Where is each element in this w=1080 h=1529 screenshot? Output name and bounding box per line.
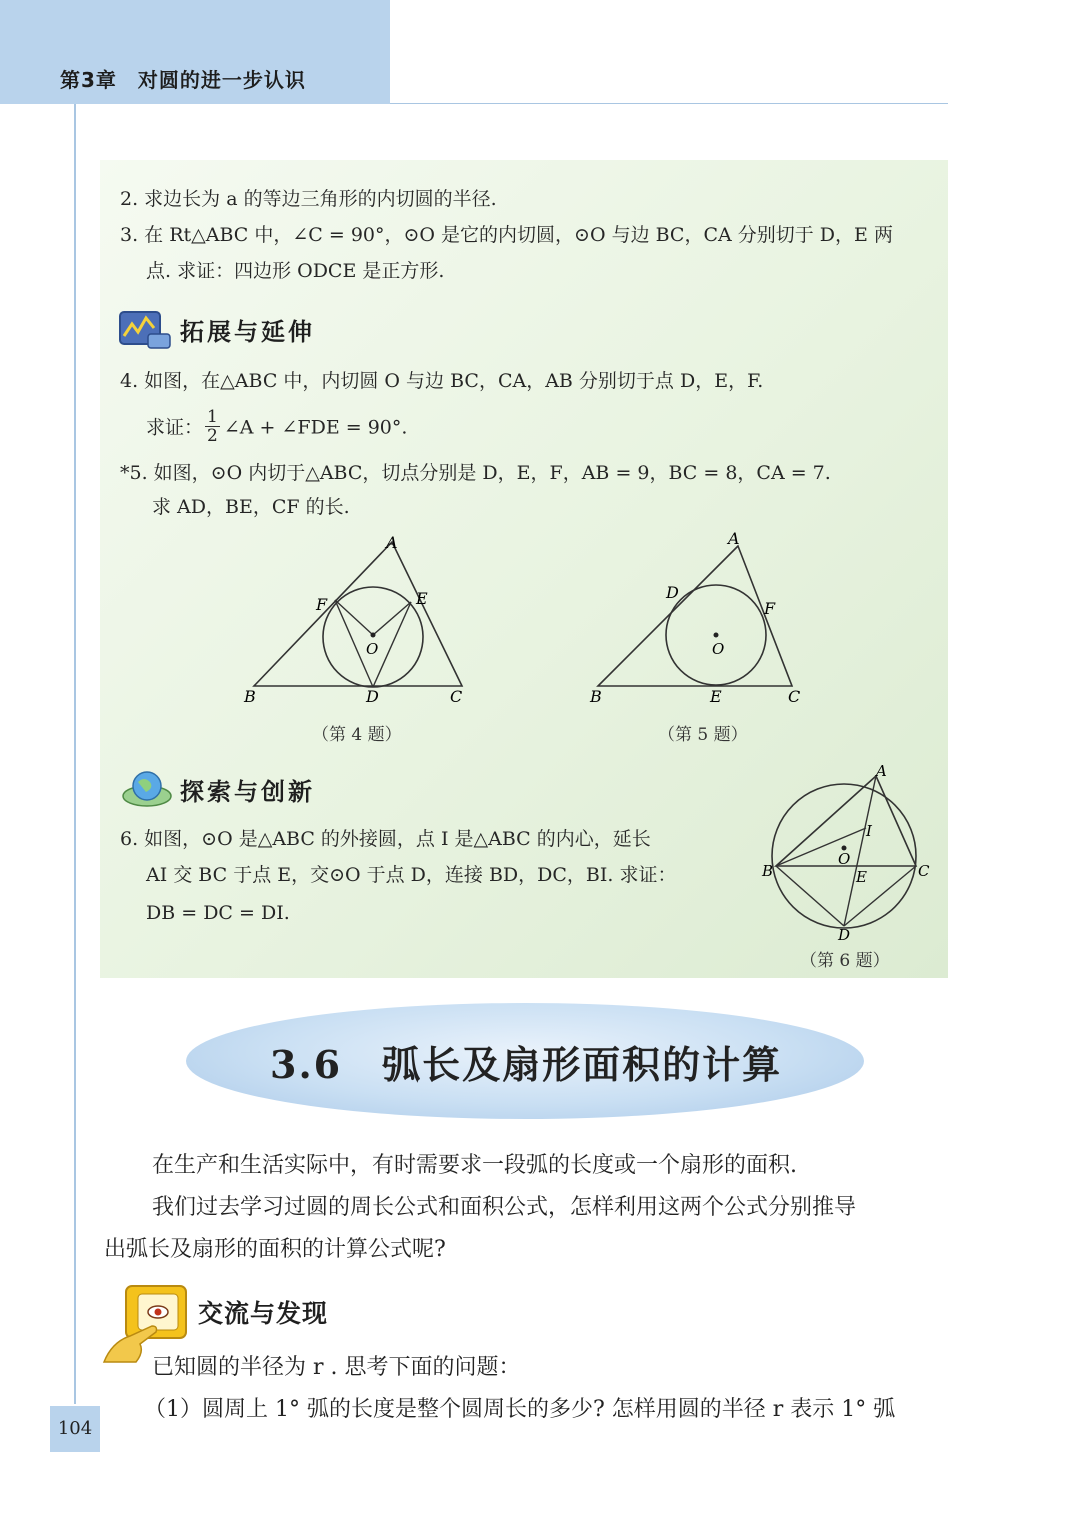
page-number: 104 bbox=[50, 1406, 100, 1452]
fig5-label-E: E bbox=[710, 687, 722, 706]
fig6-label-E: E bbox=[856, 868, 867, 886]
exercise-q2: 2. 求边长为 a 的等边三角形的内切圆的半径. bbox=[120, 188, 497, 210]
margin-rule bbox=[74, 104, 76, 1404]
exercise-q3-line1: 3. 在 Rt△ABC 中，∠C = 90°，⊙O 是它的内切圆，⊙O 与边 BC，CA 分别切于 D，E 两 bbox=[120, 224, 893, 246]
exercise-q6-line3: DB = DC = DI. bbox=[146, 902, 290, 924]
fig4-triangle bbox=[254, 542, 462, 686]
fig6-line-BI bbox=[776, 828, 866, 866]
fig4-label-E: E bbox=[416, 589, 428, 608]
fig5-center-dot bbox=[714, 633, 719, 638]
fig5-label-B: B bbox=[590, 687, 602, 706]
fig5-label-A: A bbox=[728, 529, 740, 548]
intro-paragraph-2-line1: 我们过去学习过圆的周长公式和面积公式，怎样利用这两个公式分别推导 bbox=[152, 1195, 857, 1220]
q4-fraction-numerator: 1 bbox=[207, 407, 218, 427]
q4-fraction-denominator: 2 bbox=[207, 426, 218, 446]
figure-q6-caption: （第 6 题） bbox=[800, 951, 890, 971]
discovery-title: 交流与发现 bbox=[198, 1299, 329, 1328]
fig6-line-BD bbox=[776, 866, 844, 926]
fig4-label-C: C bbox=[450, 687, 463, 706]
intro-paragraph-2-line2: 出弧长及扇形的面积的计算公式呢? bbox=[104, 1237, 446, 1262]
exercise-q5-line2: 求 AD，BE，CF 的长. bbox=[152, 496, 350, 518]
q4-fraction bbox=[205, 408, 220, 445]
explore-title: 探索与创新 bbox=[180, 777, 315, 806]
fig5-label-D: D bbox=[666, 583, 679, 602]
fig4-label-F: F bbox=[316, 595, 328, 614]
figure-q6 bbox=[756, 762, 940, 946]
extension-icon bbox=[118, 306, 174, 352]
fig6-label-O: O bbox=[838, 850, 851, 868]
fig6-label-C: C bbox=[918, 862, 930, 880]
exercise-q3-line2: 点. 求证：四边形 ODCE 是正方形. bbox=[146, 260, 445, 282]
figure-q5 bbox=[580, 526, 820, 710]
discovery-line-1: 已知圆的半径为 r . 思考下面的问题： bbox=[152, 1355, 521, 1380]
q4-prove-prefix: 求证： bbox=[146, 416, 204, 439]
header-rule bbox=[390, 103, 948, 104]
fig6-label-B: B bbox=[762, 862, 774, 880]
exercise-q6-line1: 6. 如图，⊙O 是△ABC 的外接圆，点 I 是△ABC 的内心，延长 bbox=[120, 828, 651, 850]
fig4-label-B: B bbox=[244, 687, 256, 706]
fig5-label-C: C bbox=[788, 687, 801, 706]
extension-title: 拓展与延伸 bbox=[180, 317, 315, 346]
exercise-q6-line2: AI 交 BC 于点 E，交⊙O 于点 D，连接 BD，DC，BI. 求证： bbox=[146, 864, 677, 886]
discovery-line-2: （1）圆周上 1° 弧的长度是整个圆周长的多少? 怎样用圆的半径 r 表示 1° 弧 bbox=[144, 1397, 896, 1422]
intro-paragraph-1: 在生产和生活实际中，有时需要求一段弧的长度或一个扇形的面积. bbox=[152, 1153, 797, 1178]
figure-q4-caption: （第 4 题） bbox=[312, 725, 402, 745]
fig6-label-A: A bbox=[876, 762, 887, 780]
section-title bbox=[270, 1034, 790, 1089]
section-name: 弧长及扇形面积的计算 bbox=[382, 1042, 783, 1087]
figure-q4 bbox=[240, 530, 480, 710]
section-number: 3.6 bbox=[270, 1042, 343, 1087]
explore-icon bbox=[120, 766, 174, 810]
fig4-label-O: O bbox=[366, 640, 379, 658]
figure-q5-caption: （第 5 题） bbox=[658, 725, 748, 745]
exercise-q4-line1: 4. 如图，在△ABC 中，内切圆 O 与边 BC，CA，AB 分别切于点 D，E，F. bbox=[120, 370, 764, 392]
exercise-q4-prove bbox=[146, 407, 408, 447]
exercise-q5-line1: *5. 如图，⊙O 内切于△ABC，切点分别是 D，E，F，AB = 9，BC = 8，CA = 7. bbox=[120, 462, 831, 484]
fig4-line-OF bbox=[335, 600, 373, 635]
fig6-label-I: I bbox=[866, 822, 872, 840]
chapter-title: 第3章 对圆的进一步认识 bbox=[60, 68, 306, 92]
fig4-label-A: A bbox=[386, 533, 398, 552]
fig5-label-F: F bbox=[764, 599, 776, 618]
fig6-label-D: D bbox=[838, 926, 851, 944]
fig4-center-dot bbox=[371, 633, 376, 638]
fig4-label-D: D bbox=[366, 687, 379, 706]
fig4-line-OE bbox=[373, 602, 411, 635]
q4-prove-rest: ∠A + ∠FDE = 90°. bbox=[223, 416, 408, 439]
fig5-label-O: O bbox=[712, 640, 725, 658]
